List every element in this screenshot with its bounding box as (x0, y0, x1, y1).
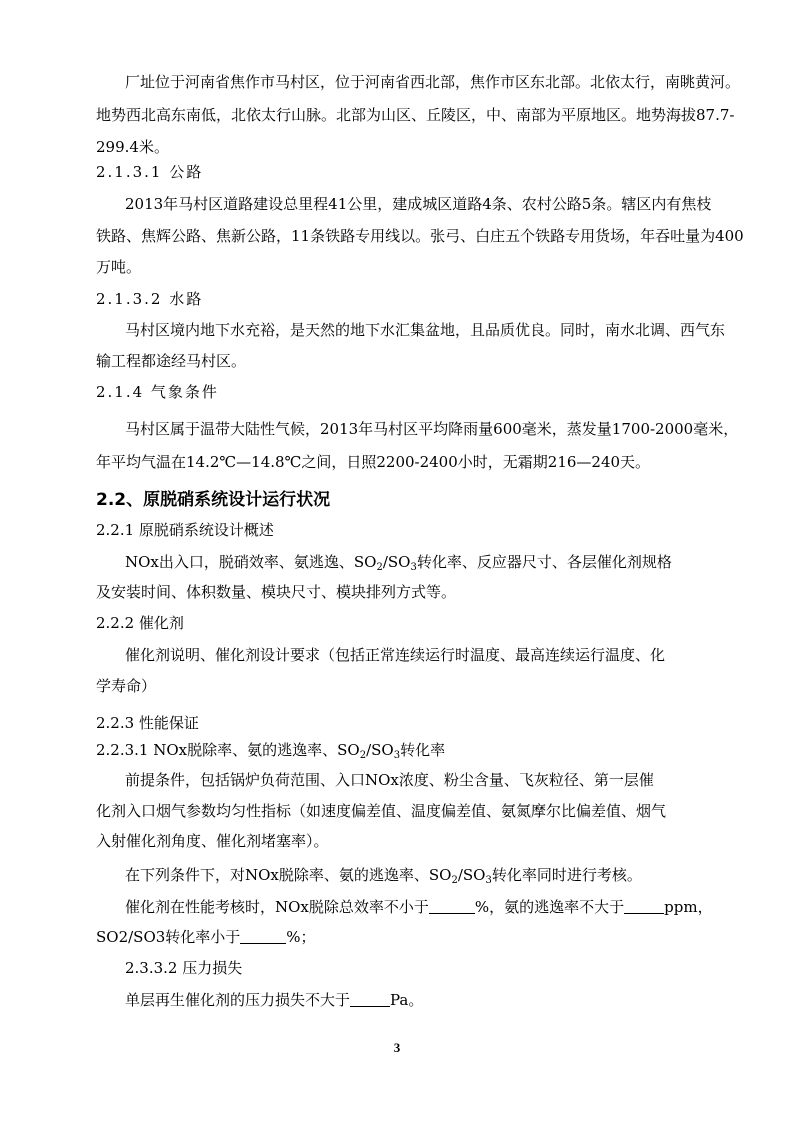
section-title: 2.1.3.2 水路 (96, 290, 204, 308)
paragraph-line: 299.4米。 (96, 138, 169, 156)
paragraph-line: 化剂入口烟气参数均匀性指标（如速度偏差值、温度偏差值、氨氮摩尔比偏差值、烟气 (96, 802, 667, 820)
section-title: 2.2.3 性能保证 (96, 714, 199, 732)
paragraph-line: 前提条件，包括锅炉负荷范围、入口NOx浓度、粉尘含量、飞灰粒径、第一层催 (125, 771, 654, 789)
paragraph-line: 在下列条件下，对NOx脱除率、氨的逃逸率、$SO_2/SO_3$转化率同时进行考核。 (125, 866, 642, 886)
fill-in-blank[interactable] (624, 897, 664, 914)
fill-in-blank[interactable] (429, 897, 475, 914)
paragraph-line: 年平均气温在14.2℃—14.8℃之间，日照2200-2400小时，无霜期216—240天。 (96, 453, 651, 471)
paragraph-line: 马村区属于温带大陆性气候，2013年马村区平均降雨量600毫米，蒸发量1700-2000毫米， (125, 420, 739, 438)
section-title: 2.2.3.1 NOx脱除率、氨的逃逸率、$SO_2/SO_3$转化率 (96, 741, 446, 761)
section-title: 2.2.2 催化剂 (96, 614, 184, 632)
paragraph-line: 学寿命） (96, 677, 157, 695)
section-heading: 2.2、原脱硝系统设计运行状况 (96, 490, 331, 510)
paragraph-line: 2013年马村区道路建设总里程41公里，建成城区道路4条、农村公路5条。辖区内有焦枝 (125, 195, 712, 213)
paragraph-line: NOx出入口，脱硝效率、氨逃逸、$SO_2/SO_3$转化率、反应器尺寸、各层催化剂规格 (125, 553, 672, 573)
fill-in-blank[interactable] (350, 990, 390, 1007)
paragraph-line: 及安装时间、体积数量、模块尺寸、模块排列方式等。 (96, 583, 457, 601)
fill-in-blank[interactable] (240, 927, 286, 944)
page-number: 3 (393, 1040, 401, 1055)
paragraph-line: 厂址位于河南省焦作市马村区，位于河南省西北部，焦作市区东北部。北依太行，南眺黄河。 (125, 73, 741, 91)
paragraph-line: 马村区境内地下水充裕，是天然的地下水汇集盆地，且品质优良。同时，南水北调、西气东 (125, 321, 726, 339)
paragraph-line: 催化剂在性能考核时，NOx脱除总效率不小于 %，氨的逃逸率不大于 ppm， (125, 898, 713, 916)
section-title: 2.2.1 原脱硝系统设计概述 (96, 521, 274, 539)
paragraph-line: 万吨。 (96, 258, 142, 276)
paragraph-line: 地势西北高东南低，北依太行山脉。北部为山区、丘陵区，中、南部为平原地区。地势海拔87.7- (96, 106, 735, 124)
paragraph-line: 单层再生催化剂的压力损失不大于 Pa。 (125, 991, 424, 1009)
paragraph-line: 入射催化剂角度、催化剂堵塞率）。 (96, 832, 329, 850)
section-title: 2.1.4 气象条件 (96, 383, 219, 401)
paragraph-line: 铁路、焦辉公路、焦新公路，11条铁路专用线以。张弓、白庄五个铁路专用货场，年吞吐量为400 (96, 227, 744, 245)
paragraph-line: SO2/SO3转化率小于 %； (96, 928, 316, 946)
paragraph-line: 输工程都途经马村区。 (96, 352, 247, 370)
section-title: 2.3.3.2 压力损失 (125, 959, 243, 977)
paragraph-line: 催化剂说明、催化剂设计要求（包括正常连续运行时温度、最高连续运行温度、化 (125, 646, 666, 664)
section-title: 2.1.3.1 公路 (96, 163, 204, 181)
